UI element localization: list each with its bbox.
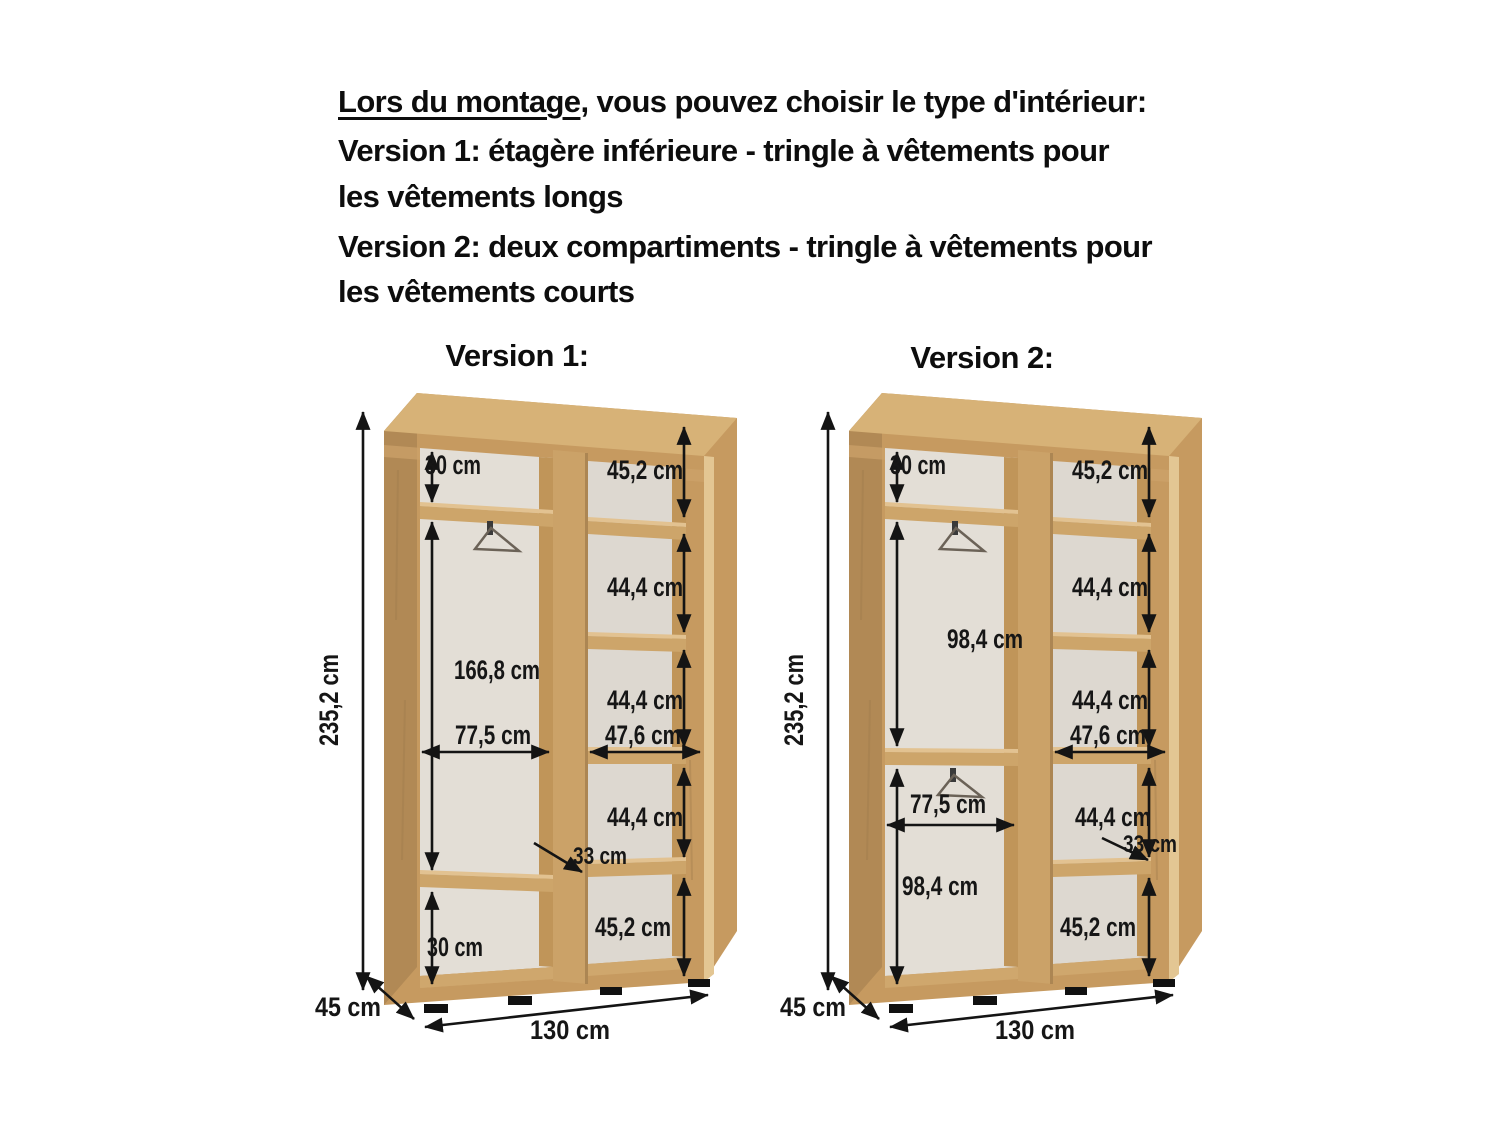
v2-right-width-label: 47,6 cm <box>1070 720 1146 750</box>
version1-wardrobe <box>314 393 737 1045</box>
v1-depth-label: 45 cm <box>315 992 381 1022</box>
version2-description-line1: Version 2: deux compartiments - tringle à vêtements pour <box>338 229 1152 264</box>
v1-right-compartment1-label: 45,2 cm <box>607 455 683 485</box>
v1-left-width-label: 77,5 cm <box>455 720 531 750</box>
v1-right-compartment3-label: 44,4 cm <box>607 685 683 715</box>
v2-right-compartment5-label: 45,2 cm <box>1060 912 1136 942</box>
v1-right-compartment4-label: 44,4 cm <box>607 802 683 832</box>
v1-right-compartment2-label: 44,4 cm <box>607 572 683 602</box>
v2-right-compartment2-label: 44,4 cm <box>1072 572 1148 602</box>
v2-total-height-label: 235,2 cm <box>779 631 809 746</box>
version2-title: Version 2: <box>910 340 1054 375</box>
intro-underlined: Lors du montage <box>338 84 581 119</box>
version1-description-line1: Version 1: étagère inférieure - tringle à vêtements pour <box>338 133 1109 168</box>
v1-total-height-label: 235,2 cm <box>314 631 344 746</box>
version2-wardrobe <box>779 393 1202 1045</box>
v1-left-top-compartment-label: 30 cm <box>425 450 481 480</box>
version2-description-line2: les vêtements courts <box>338 274 635 309</box>
version1-description-line2: les vêtements longs <box>338 179 623 214</box>
v2-shelf-depth-label: 33 cm <box>1123 831 1177 858</box>
v1-left-middle-compartment-label: 166,8 cm <box>454 655 540 685</box>
v1-right-compartment5-label: 45,2 cm <box>595 912 671 942</box>
v2-depth-label: 45 cm <box>780 992 846 1022</box>
version1-title: Version 1: <box>445 338 589 373</box>
v2-right-compartment1-label: 45,2 cm <box>1072 455 1148 485</box>
v2-right-compartment4-label: 44,4 cm <box>1075 802 1151 832</box>
v1-width-label: 130 cm <box>530 1015 610 1045</box>
v2-width-label: 130 cm <box>995 1015 1075 1045</box>
v2-left-lower-compartment-label: 98,4 cm <box>902 871 978 901</box>
v2-left-top-compartment-label: 30 cm <box>890 450 946 480</box>
intro-rest: , vous pouvez choisir le type d'intérieur: <box>580 84 1147 119</box>
v1-shelf-depth-label: 33 cm <box>573 843 627 870</box>
v2-left-upper-compartment-label: 98,4 cm <box>947 624 1023 654</box>
v2-right-compartment3-label: 44,4 cm <box>1072 685 1148 715</box>
v2-left-width-label: 77,5 cm <box>910 789 986 819</box>
v1-right-width-label: 47,6 cm <box>605 720 681 750</box>
v1-left-bottom-compartment-label: 30 cm <box>427 932 483 962</box>
